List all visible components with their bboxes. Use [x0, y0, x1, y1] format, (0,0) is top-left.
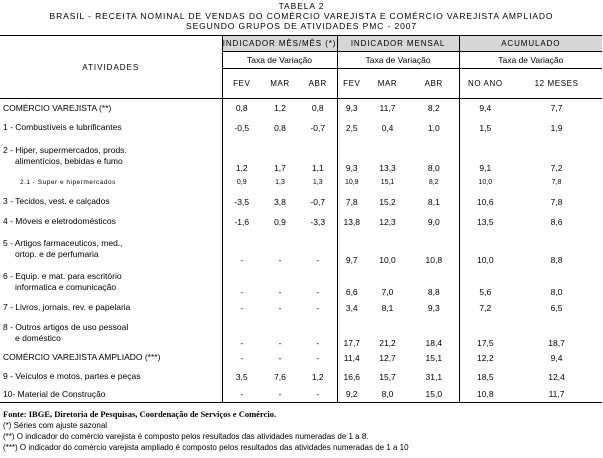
- value-cell: -: [299, 387, 337, 403]
- value-cell: 9,4: [550, 352, 563, 363]
- value-cell: 18,7: [548, 337, 565, 348]
- value-cell: 15,2: [379, 196, 396, 207]
- table-row: [0, 212, 602, 232]
- value-cell: -: [261, 387, 299, 403]
- taxa-header-3: Taxa de Variação: [459, 52, 602, 69]
- activity-label: [0, 266, 222, 298]
- value-cell: 18,5: [459, 367, 511, 387]
- month-header: FEV: [222, 69, 261, 99]
- value-cell: -: [278, 254, 282, 265]
- value-cell: 8,2: [427, 103, 440, 114]
- activity-label: [0, 118, 222, 138]
- value-cell: 9,1: [459, 138, 511, 174]
- activity-label-line: 9 - Veículos e motos, partes e peças: [3, 371, 141, 381]
- activity-label-line: alimentícios, bebidas e fumo: [15, 155, 123, 166]
- table-row: [0, 367, 602, 387]
- activity-label: [0, 387, 222, 403]
- activity-label-line: COMÉRCIO VAREJISTA (**): [3, 102, 112, 113]
- activity-label: [0, 349, 222, 367]
- value-cell: 8,0: [427, 162, 440, 173]
- activity-label: [0, 318, 222, 349]
- month-header: MAR: [270, 79, 290, 88]
- activity-label: [0, 138, 222, 174]
- table-number: TABELA 2: [278, 1, 325, 11]
- value-cell: 8,2: [428, 179, 439, 186]
- activity-label-line: 3 - Tecidos, vest. e calçados: [3, 196, 110, 206]
- value-cell: 3,8: [274, 196, 286, 207]
- value-cell: -3,5: [222, 192, 261, 212]
- activity-label: [0, 99, 222, 118]
- value-cell: 8,0: [366, 387, 409, 403]
- value-cell: -0,7: [310, 122, 326, 133]
- value-cell: 0,8: [311, 103, 324, 114]
- value-cell: 9,2: [337, 387, 366, 403]
- activity-label-line: ortop. e de perfumaria: [15, 248, 99, 259]
- value-cell: 10,0: [379, 254, 396, 265]
- value-cell: 1,7: [274, 162, 286, 173]
- value-cell: 9,7: [337, 232, 366, 266]
- acum-header: NO ANO: [459, 69, 511, 99]
- value-cell: 0,8: [222, 99, 261, 118]
- activity-label-line: 5 - Artigos farmaceuticos, med.,: [3, 237, 123, 248]
- value-cell: 12,4: [548, 371, 565, 382]
- value-cell: 0,9: [222, 174, 261, 192]
- value-cell: 11,7: [379, 103, 396, 114]
- value-cell: 7,6: [274, 371, 286, 382]
- value-cell: -: [222, 387, 261, 403]
- value-cell: -: [222, 298, 261, 318]
- value-cell: 0,8: [274, 122, 286, 133]
- value-cell: 8,8: [427, 286, 440, 297]
- value-cell: 15,7: [379, 371, 396, 382]
- activity-label-line: 10- Material de Construção: [3, 388, 106, 399]
- acum-header: 12 MESES: [534, 79, 579, 88]
- month-header: ABR: [308, 79, 327, 88]
- value-cell: 21,2: [379, 337, 396, 348]
- activity-label: [0, 174, 222, 192]
- value-cell: 1,3: [312, 179, 323, 186]
- value-cell: -3,3: [310, 216, 326, 227]
- value-cell: 1,2: [222, 138, 261, 174]
- activity-label: [0, 192, 222, 212]
- value-cell: 13,8: [337, 212, 366, 232]
- activity-label-line: 6 - Equip. e mat. para escritório: [3, 270, 122, 281]
- value-cell: -: [278, 337, 282, 348]
- value-cell: 7,8: [550, 196, 563, 207]
- table-row: [0, 349, 602, 367]
- footnote-3: (***) O indicador do comércio varejista ampliado é composto pelos resultados das atividades numeradas de 1 a 10: [3, 443, 409, 452]
- value-cell: 15,0: [409, 387, 459, 403]
- month-header: MAR: [377, 79, 398, 88]
- value-cell: -: [278, 352, 282, 363]
- value-cell: 10,9: [337, 174, 366, 192]
- value-cell: -: [222, 318, 261, 349]
- value-cell: -: [316, 286, 320, 297]
- taxa-header-1: Taxa de Variação: [222, 52, 337, 69]
- table-title: BRASIL - RECEITA NOMINAL DE VENDAS DO COMÉRCIO VAREJISTA E COMÉRCIO VAREJISTA AMPLIADO: [49, 11, 554, 21]
- group-header-acumulado: ACUMULADO: [459, 36, 602, 52]
- value-cell: 9,3: [337, 99, 366, 118]
- data-table: [0, 35, 602, 403]
- value-cell: 12,2: [459, 349, 511, 367]
- activity-label-line: informatica e comunicação: [15, 281, 117, 292]
- value-cell: 10,8: [459, 387, 511, 403]
- value-cell: 6,5: [550, 302, 563, 313]
- activity-label: [0, 367, 222, 387]
- value-cell: 7,8: [551, 179, 562, 186]
- value-cell: 13,5: [459, 212, 511, 232]
- value-cell: 1,5: [459, 118, 511, 138]
- activity-label-line: e doméstico: [15, 333, 61, 343]
- activity-label-line: 8 - Outros artigos de uso pessoal: [3, 322, 129, 332]
- taxa-header-2: Taxa de Variação: [337, 52, 459, 69]
- atividades-header: ATIVIDADES: [0, 36, 222, 99]
- value-cell: 17,7: [337, 318, 366, 349]
- value-cell: 10,0: [459, 232, 511, 266]
- value-cell: 8,1: [381, 302, 394, 313]
- value-cell: 15,1: [380, 179, 395, 186]
- table-row: [0, 99, 602, 118]
- value-cell: 7,2: [459, 298, 511, 318]
- value-cell: 15,1: [425, 352, 443, 363]
- value-cell: 31,1: [425, 371, 443, 382]
- footnote-1: (*) Séries com ajuste sazonal: [3, 421, 108, 430]
- month-header: ABR: [424, 79, 443, 88]
- value-cell: 5,6: [459, 266, 511, 298]
- value-cell: 16,6: [337, 367, 366, 387]
- value-cell: 6,6: [337, 266, 366, 298]
- table-row: [0, 266, 602, 298]
- value-cell: 3,4: [337, 298, 366, 318]
- value-cell: 12,7: [379, 352, 396, 363]
- activity-label-line: 2 - Hiper, supermercados, prods.: [3, 144, 127, 155]
- value-cell: -: [222, 232, 261, 266]
- value-cell: 10,8: [425, 254, 443, 265]
- value-cell: 3,5: [222, 367, 261, 387]
- table-row: [0, 387, 602, 403]
- activity-label: [0, 232, 222, 266]
- value-cell: -: [316, 254, 320, 265]
- value-cell: 7,7: [550, 103, 563, 114]
- value-cell: 1,3: [275, 179, 285, 186]
- value-cell: 1,2: [311, 371, 324, 382]
- value-cell: 2,5: [337, 118, 366, 138]
- value-cell: 10,0: [459, 174, 511, 192]
- table-row: [0, 174, 602, 192]
- activity-label-line: 1 - Combustíveis e lubrificantes: [3, 122, 122, 132]
- table-row: [0, 232, 602, 266]
- value-cell: -: [316, 302, 320, 313]
- value-cell: 1,0: [427, 122, 440, 133]
- value-cell: 8,8: [550, 254, 563, 265]
- value-cell: 9,4: [459, 99, 511, 118]
- table-row: [0, 118, 602, 138]
- activity-label: [0, 212, 222, 232]
- value-cell: 7,0: [381, 286, 394, 297]
- value-cell: 0,9: [274, 216, 286, 227]
- table-subtitle: SEGUNDO GRUPOS DE ATIVIDADES PMC - 2007: [186, 21, 417, 31]
- table-row: [0, 298, 602, 318]
- value-cell: -1,6: [222, 212, 261, 232]
- value-cell: 18,4: [425, 337, 443, 348]
- group-header-mes-mes: INDICADOR MÊS/MÊS (*): [222, 36, 337, 52]
- value-cell: 1,9: [550, 122, 563, 133]
- value-cell: 8,6: [550, 216, 563, 227]
- value-cell: 10,6: [459, 192, 511, 212]
- value-cell: 8,0: [550, 286, 563, 297]
- activity-label-line: 2.1 - Super e hipermercados: [20, 179, 116, 186]
- value-cell: -: [222, 266, 261, 298]
- activity-label-line: 4 - Móveis e eletrodomésticos: [3, 216, 116, 226]
- value-cell: 13,3: [379, 162, 396, 173]
- value-cell: 9,3: [427, 302, 440, 313]
- value-cell: -: [278, 302, 282, 313]
- table-row: [0, 138, 602, 174]
- value-cell: 9,0: [427, 216, 440, 227]
- value-cell: 7,8: [337, 192, 366, 212]
- value-cell: 11,4: [337, 349, 366, 367]
- source-note: Fonte: IBGE, Diretoria de Pesquisas, Coordenação de Serviços e Comércio.: [3, 409, 277, 419]
- value-cell: -0,7: [310, 196, 326, 207]
- value-cell: 12,3: [379, 216, 396, 227]
- group-header-mensal: INDICADOR MENSAL: [337, 36, 459, 52]
- table-row: [0, 192, 602, 212]
- value-cell: 17,5: [459, 318, 511, 349]
- month-header: FEV: [337, 69, 366, 99]
- value-cell: 9,3: [337, 138, 366, 174]
- value-cell: -: [278, 286, 282, 297]
- value-cell: 7,2: [550, 162, 563, 173]
- value-cell: 1,2: [274, 103, 286, 114]
- activity-label: [0, 298, 222, 318]
- value-cell: 11,7: [511, 387, 602, 403]
- value-cell: 0,4: [381, 122, 394, 133]
- table-row: [0, 318, 602, 349]
- value-cell: -0,5: [222, 118, 261, 138]
- value-cell: 1,1: [311, 162, 324, 173]
- footnote-2: (**) O indicador do comércio varejista é composto pelos resultados das atividades numeradas de 1 a 8.: [3, 432, 369, 441]
- value-cell: -: [316, 337, 320, 348]
- activity-label-line: 7 - Livros, jornais, rev. e papelaria: [3, 302, 131, 312]
- value-cell: -: [316, 352, 320, 363]
- value-cell: 8,1: [427, 196, 440, 207]
- value-cell: -: [222, 349, 261, 367]
- activity-label-line: COMÉRCIO VAREJISTA AMPLIADO (***): [3, 352, 161, 362]
